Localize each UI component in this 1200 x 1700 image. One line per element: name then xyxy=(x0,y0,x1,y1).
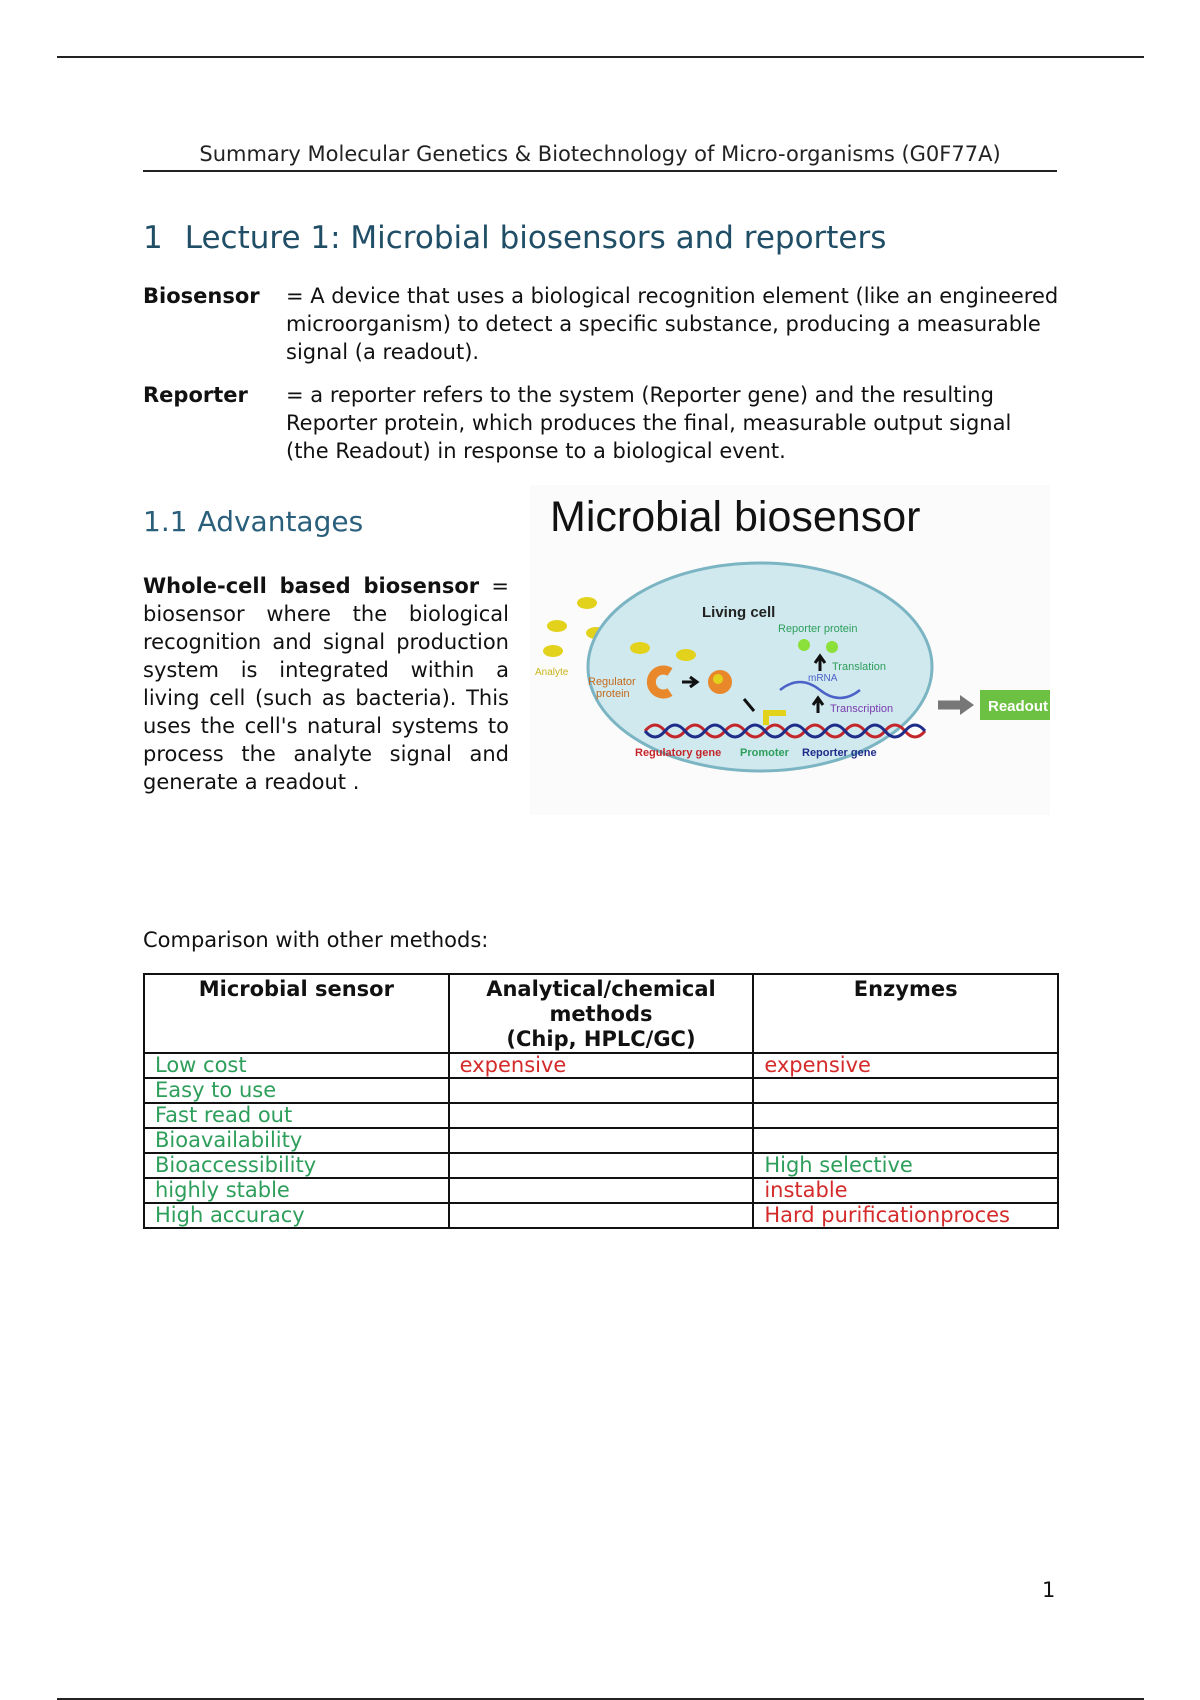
table-cell xyxy=(449,1203,754,1228)
reporter-protein xyxy=(826,641,838,653)
definition-text: = A device that uses a biological recognition element (like an engineered microorganism) to detect a specific substance, producing a measurable signal (a readout). xyxy=(286,284,1059,364)
regulator-protein-label: protein xyxy=(596,688,630,700)
analyte-molecule xyxy=(577,597,597,609)
regulator-protein-label: Regulator xyxy=(588,676,636,688)
bound-analyte xyxy=(713,674,723,684)
page-number: 1 xyxy=(1042,1578,1056,1602)
table-header-row xyxy=(144,974,1058,1053)
mrna-label: mRNA xyxy=(808,673,838,684)
readout-label: Readout xyxy=(988,698,1048,715)
comparison-table xyxy=(143,973,1059,1229)
analyte-molecule xyxy=(547,620,567,632)
lecture-number: 1 xyxy=(143,220,163,256)
column-header-analytical-methods xyxy=(449,974,754,1053)
table-cell: High accuracy xyxy=(144,1203,449,1228)
table-cell: High selective xyxy=(753,1153,1058,1178)
whole-cell-paragraph xyxy=(143,572,509,796)
analyte-molecule xyxy=(630,642,650,654)
table-row xyxy=(144,1178,1058,1203)
top-page-rule xyxy=(57,56,1144,58)
table-cell: Easy to use xyxy=(144,1078,449,1103)
microbial-biosensor-figure xyxy=(530,485,1050,815)
column-header-analytical-methods-title: Analytical/chemical methods xyxy=(486,977,716,1026)
running-header: Summary Molecular Genetics & Biotechnology of Micro-organisms (G0F77A) xyxy=(143,142,1057,172)
analyte-molecule xyxy=(676,649,696,661)
table-row xyxy=(144,1128,1058,1153)
table-cell: expensive xyxy=(753,1053,1058,1078)
column-header-analytical-methods-sub: (Chip, HPLC/GC) xyxy=(506,1027,696,1051)
analyte-label: Analyte xyxy=(535,667,569,678)
reporter-protein-label: Reporter protein xyxy=(778,623,858,635)
table-cell xyxy=(753,1103,1058,1128)
comparison-label: Comparison with other methods: xyxy=(143,928,489,952)
reporter-gene-label: Reporter gene xyxy=(802,747,877,759)
whole-cell-term: Whole-cell based biosensor xyxy=(143,574,480,598)
lecture-heading xyxy=(143,220,886,256)
lecture-title: Lecture 1: Microbial biosensors and reporters xyxy=(184,220,887,256)
definition-text: = a reporter refers to the system (Reporter gene) and the resulting Reporter protein, which produces the final, measurable output signal (the Readout) in response to a biological event. xyxy=(286,383,1012,463)
table-cell: highly stable xyxy=(144,1178,449,1203)
column-header-enzymes: Enzymes xyxy=(753,974,1058,1053)
table-cell xyxy=(449,1078,754,1103)
section-number: 1.1 xyxy=(143,505,188,538)
table-cell xyxy=(449,1178,754,1203)
transcription-label: Transcription xyxy=(830,703,894,715)
table-row xyxy=(144,1053,1058,1078)
table-cell: instable xyxy=(753,1178,1058,1203)
table-cell: Fast read out xyxy=(144,1103,449,1128)
table-cell: Low cost xyxy=(144,1053,449,1078)
table-cell xyxy=(753,1078,1058,1103)
definition-term: Reporter xyxy=(143,383,248,407)
translation-label: Translation xyxy=(832,661,887,673)
column-header-microbial-sensor: Microbial sensor xyxy=(144,974,449,1053)
reporter-protein xyxy=(798,639,810,651)
table-row xyxy=(144,1203,1058,1228)
table-cell: Bioaccessibility xyxy=(144,1153,449,1178)
definition-term: Biosensor xyxy=(143,284,260,308)
table-row xyxy=(144,1103,1058,1128)
table-cell: Bioavailability xyxy=(144,1128,449,1153)
table-cell xyxy=(449,1128,754,1153)
advantages-heading xyxy=(143,505,363,538)
table-row xyxy=(144,1153,1058,1178)
regulatory-gene-label: Regulatory gene xyxy=(635,747,722,759)
promoter-label: Promoter xyxy=(740,747,789,759)
table-cell: Hard purificationproces xyxy=(753,1203,1058,1228)
table-cell xyxy=(753,1128,1058,1153)
analyte-molecule xyxy=(543,645,563,657)
table-cell: expensive xyxy=(449,1053,754,1078)
table-row xyxy=(144,1078,1058,1103)
definition-reporter xyxy=(143,381,1059,465)
section-title: Advantages xyxy=(197,505,364,538)
table-cell xyxy=(449,1153,754,1178)
living-cell-label: Living cell xyxy=(702,604,776,621)
table-cell xyxy=(449,1103,754,1128)
figure-title: Microbial biosensor xyxy=(550,493,921,541)
definition-biosensor xyxy=(143,282,1059,366)
whole-cell-text: = biosensor where the biological recognition and signal production system is integrated within a living cell (such as bacteria). This uses the cell's natural systems to process the analyte signal and generate a readout . xyxy=(143,574,509,794)
